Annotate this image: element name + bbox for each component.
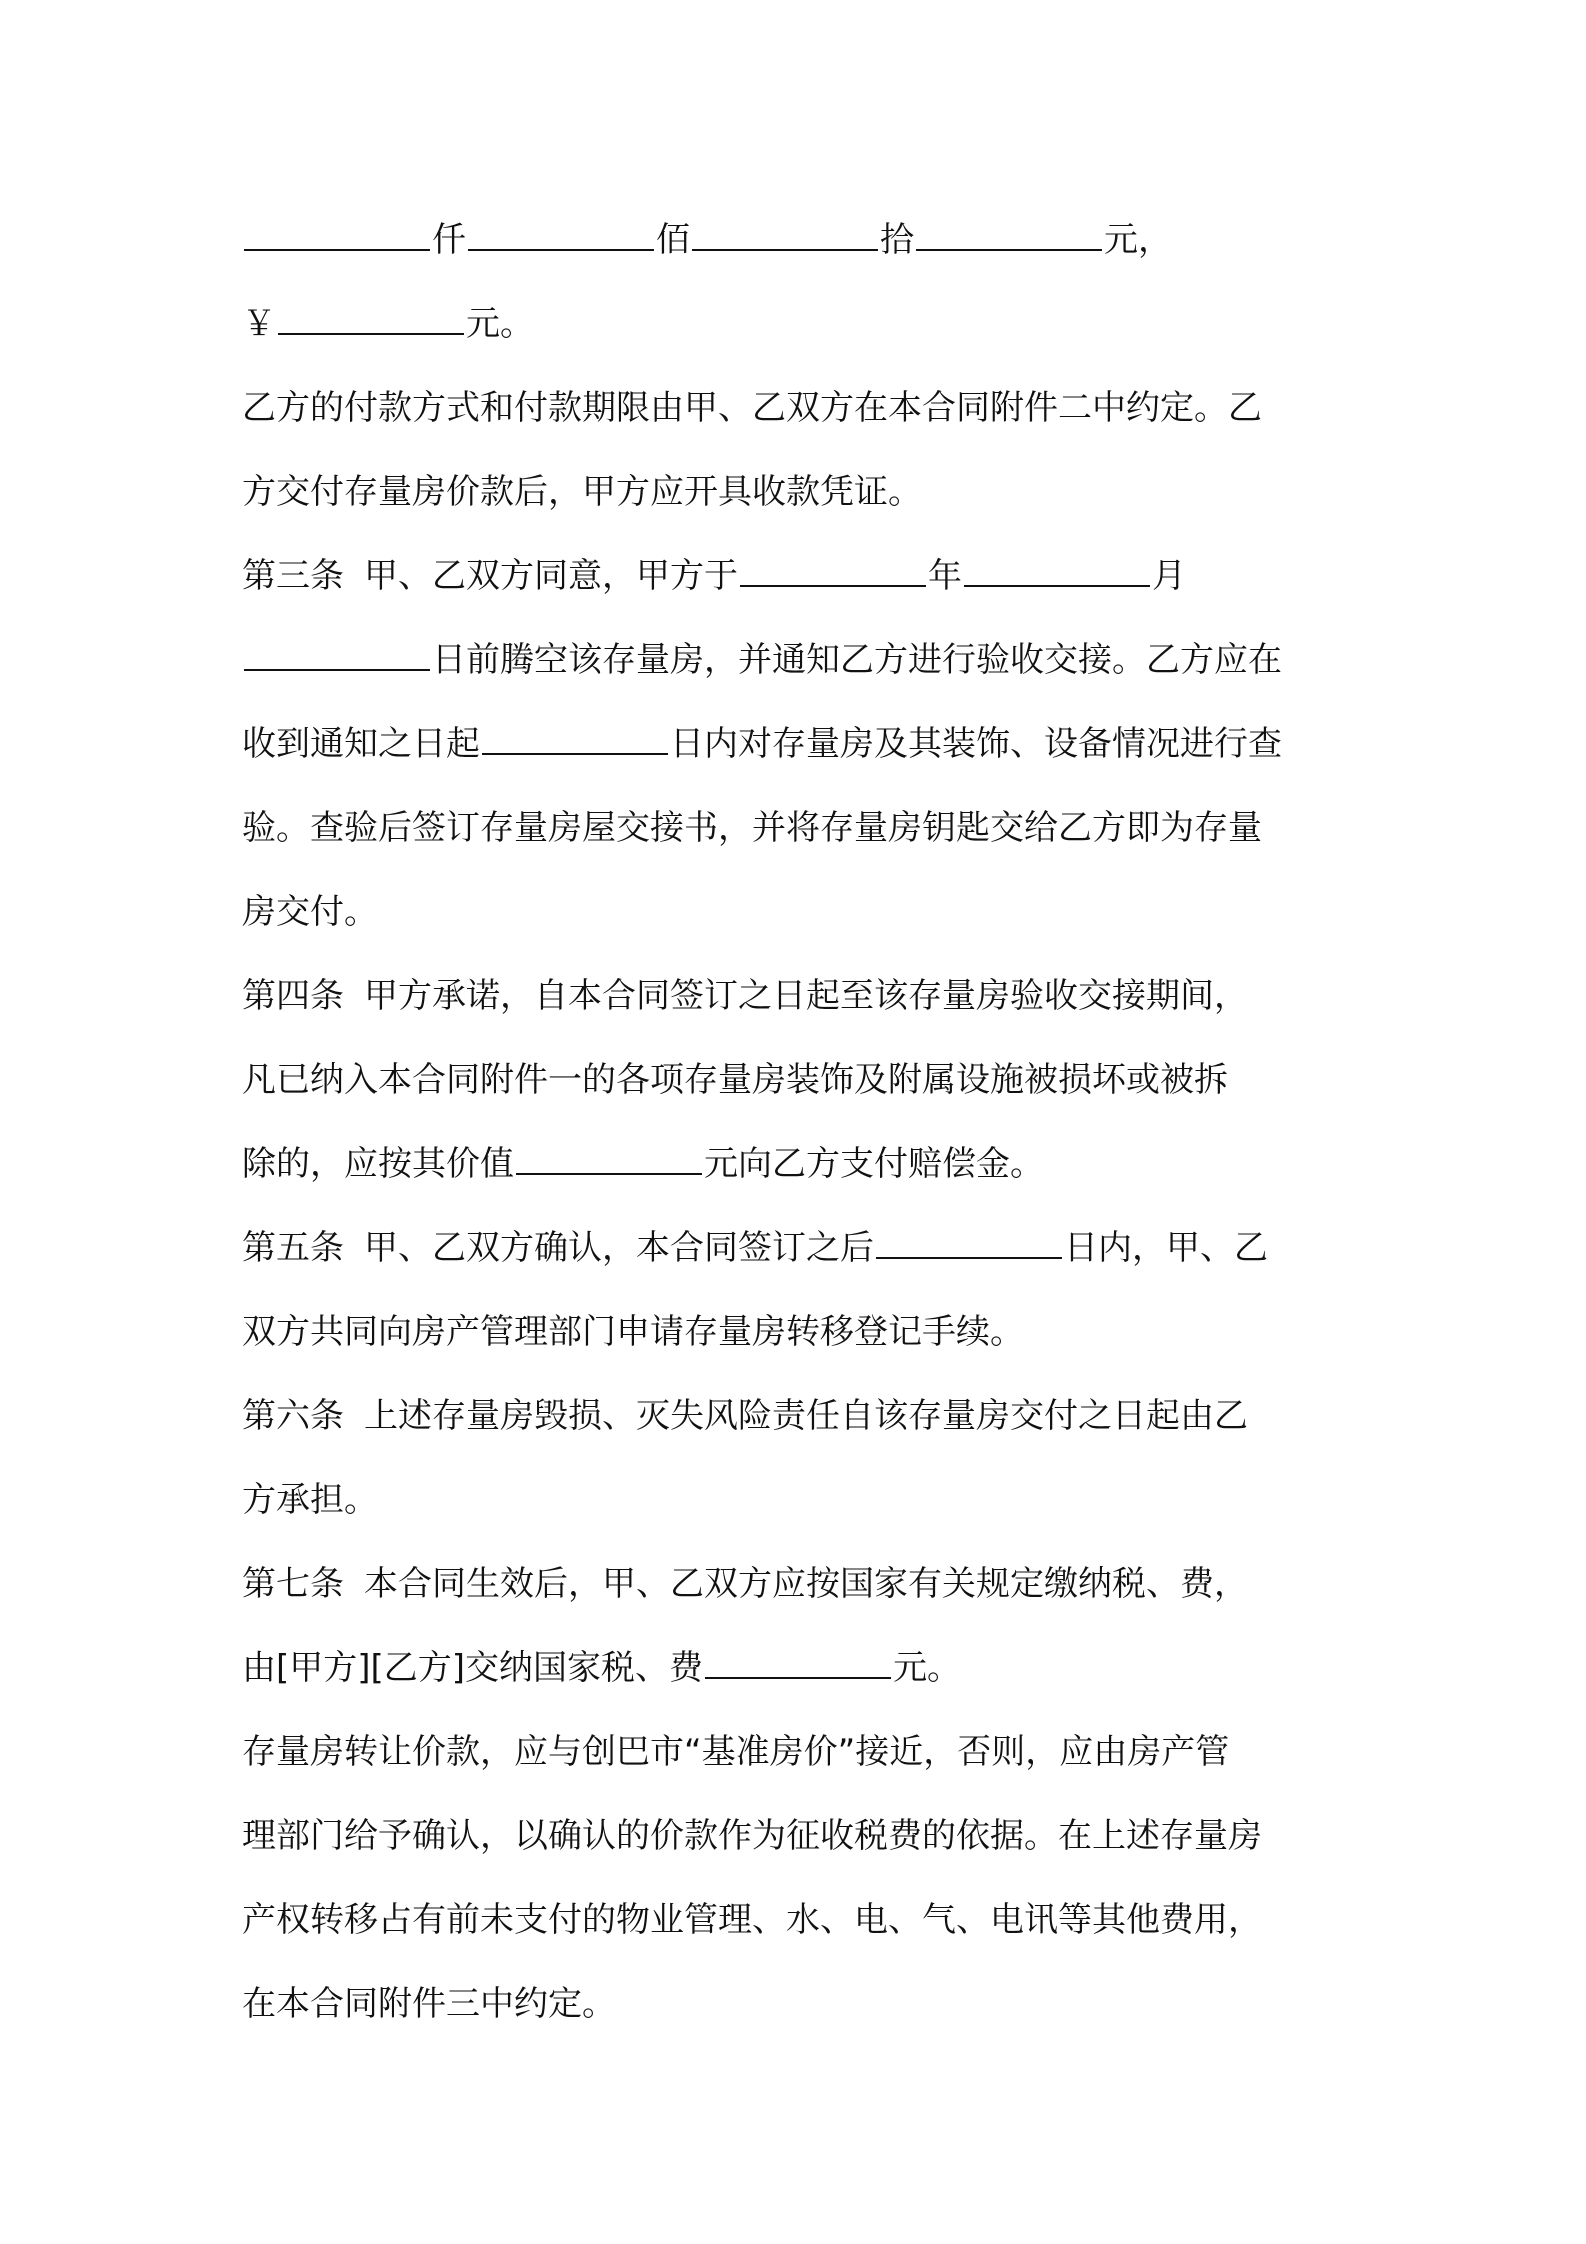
line-article-3-4: 验。查验后签订存量房屋交接书，并将存量房钥匙交给乙方即为存量 bbox=[242, 808, 1262, 848]
line-price-3: 产权转移占有前未支付的物业管理、水、电、气、电讯等其他费用， bbox=[242, 1900, 1262, 1940]
blank-inspection-days bbox=[482, 752, 668, 755]
line-article-4-1 bbox=[242, 954, 1352, 1038]
line-amount-figures bbox=[242, 282, 1352, 366]
article-4-heading: 第四条 bbox=[242, 976, 344, 1016]
article-7-text-2a: 由[甲方][乙方]交纳国家税、费 bbox=[242, 1648, 704, 1688]
blank-thousands bbox=[244, 248, 430, 251]
article-6-heading: 第六条 bbox=[242, 1396, 344, 1436]
line-article-4-3 bbox=[242, 1122, 1352, 1206]
blank-year bbox=[740, 584, 926, 587]
article-3-text-2: 日前腾空该存量房，并通知乙方进行验收交接。乙方应在 bbox=[432, 640, 1282, 680]
article-6-text: 上述存量房毁损、灭失风险责任自该存量房交付之日起由乙 bbox=[364, 1396, 1248, 1436]
article-4-text-3a: 除的，应按其价值 bbox=[242, 1144, 514, 1184]
article-7-text-2b: 元。 bbox=[893, 1648, 962, 1688]
yen-sign: ￥ bbox=[242, 304, 276, 344]
blank-tens bbox=[692, 248, 878, 251]
line-price-4: 在本合同附件三中约定。 bbox=[242, 1984, 616, 2024]
blank-day bbox=[244, 668, 430, 671]
unit-yuan: 元， bbox=[1104, 220, 1172, 260]
line-payment-2: 方交付存量房价款后，甲方应开具收款凭证。 bbox=[242, 472, 922, 512]
line-article-3-2 bbox=[242, 618, 1352, 702]
line-payment-1: 乙方的付款方式和付款期限由甲、乙双方在本合同附件二中约定。乙 bbox=[242, 388, 1262, 428]
line-article-3-3 bbox=[242, 702, 1352, 786]
article-7-heading: 第七条 bbox=[242, 1564, 344, 1604]
line-article-6-2: 方承担。 bbox=[242, 1480, 378, 1520]
line-price-1: 存量房转让价款，应与创巴市“基准房价”接近，否则，应由房产管 bbox=[242, 1732, 1230, 1772]
contract-body bbox=[242, 198, 1352, 2046]
line-article-3-5: 房交付。 bbox=[242, 892, 378, 932]
blank-amount-figures bbox=[278, 332, 464, 335]
year-label: 年 bbox=[928, 556, 962, 596]
blank-units bbox=[916, 248, 1102, 251]
article-3-text: 甲、乙双方同意，甲方于 bbox=[364, 556, 738, 596]
line-article-6-1 bbox=[242, 1374, 1352, 1458]
line-article-7-2 bbox=[242, 1626, 1352, 1710]
line-article-5-1 bbox=[242, 1206, 1352, 1290]
line-article-5-2: 双方共同向房产管理部门申请存量房转移登记手续。 bbox=[242, 1312, 1024, 1352]
article-4-text: 甲方承诺，自本合同签订之日起至该存量房验收交接期间， bbox=[364, 976, 1248, 1016]
line-article-4-2: 凡已纳入本合同附件一的各项存量房装饰及附属设施被损坏或被拆 bbox=[242, 1060, 1228, 1100]
unit-bai: 佰 bbox=[656, 220, 690, 260]
line-article-7-1 bbox=[242, 1542, 1352, 1626]
article-3-text-3a: 收到通知之日起 bbox=[242, 724, 480, 764]
month-label: 月 bbox=[1152, 556, 1186, 596]
article-3-text-3b: 日内对存量房及其装饰、设备情况进行查 bbox=[670, 724, 1282, 764]
blank-tax-amount bbox=[705, 1676, 891, 1679]
line-price-2: 理部门给予确认，以确认的价款作为征收税费的依据。在上述存量房 bbox=[242, 1816, 1262, 1856]
article-5-text-b: 日内，甲、乙 bbox=[1064, 1228, 1268, 1268]
blank-month bbox=[964, 584, 1150, 587]
blank-compensation bbox=[516, 1172, 702, 1175]
line-article-3-1 bbox=[242, 534, 1352, 618]
blank-hundreds bbox=[468, 248, 654, 251]
line-amount-words bbox=[242, 198, 1352, 282]
unit-shi: 拾 bbox=[880, 220, 914, 260]
article-3-heading: 第三条 bbox=[242, 556, 344, 596]
blank-registration-days bbox=[876, 1256, 1062, 1259]
article-4-text-3b: 元向乙方支付赔偿金。 bbox=[704, 1144, 1044, 1184]
unit-qian: 仟 bbox=[432, 220, 466, 260]
article-7-text: 本合同生效后，甲、乙双方应按国家有关规定缴纳税、费， bbox=[364, 1564, 1248, 1604]
yuan-label: 元。 bbox=[466, 304, 534, 344]
article-5-heading: 第五条 bbox=[242, 1228, 344, 1268]
article-5-text: 甲、乙双方确认，本合同签订之后 bbox=[364, 1228, 874, 1268]
